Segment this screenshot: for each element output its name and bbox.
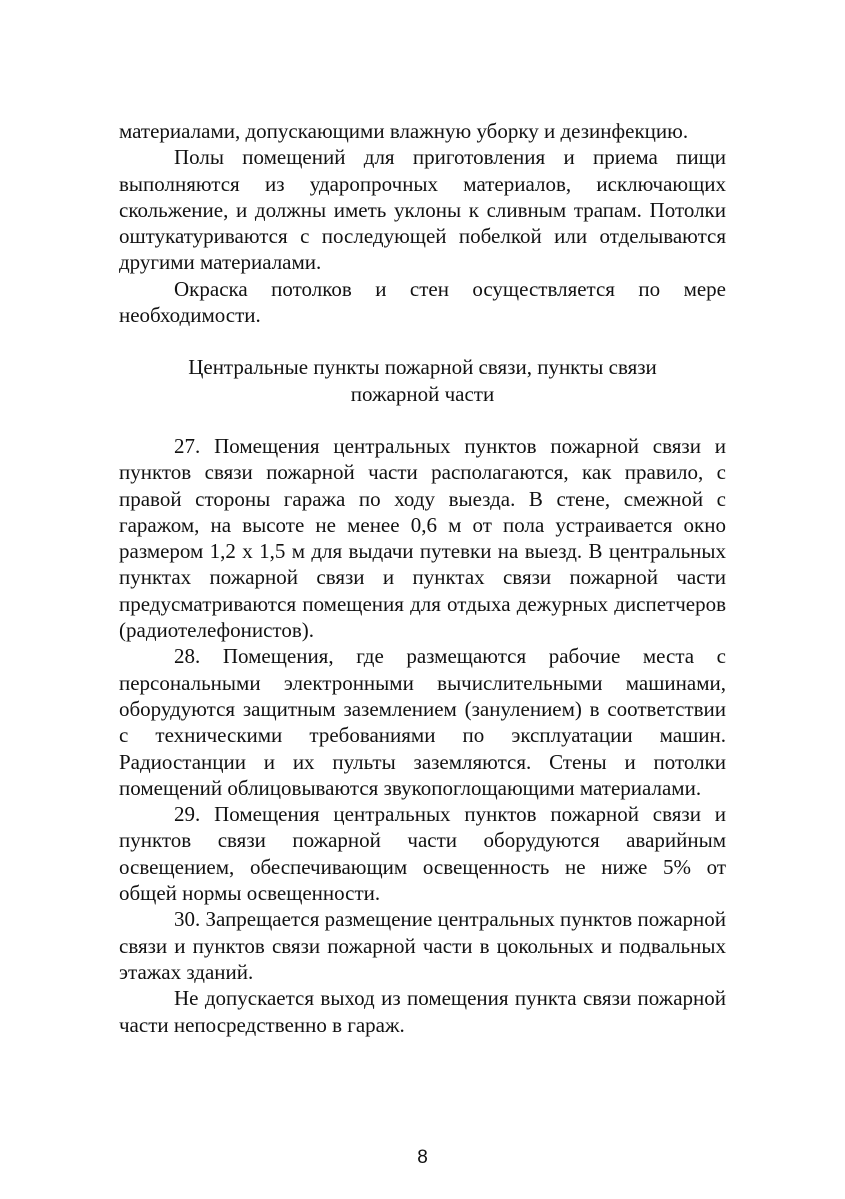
paragraph-painting: Окраска потолков и стен осуществляется по мере необходимости. bbox=[119, 276, 726, 328]
paragraph-item-29: 29. Помещения центральных пунктов пожарной связи и пунктов связи пожарной части оборудуются аварийным освещением, обеспечивающим освещенность не ниже 5% от общей нормы освещенности. bbox=[119, 802, 726, 906]
page-number: 8 bbox=[417, 1147, 428, 1168]
paragraph-continuation: материалами, допускающими влажную уборку и дезинфекцию. bbox=[119, 119, 689, 143]
document-page bbox=[119, 118, 726, 1038]
paragraph-floors: Полы помещений для приготовления и приема пищи выполняются из ударопрочных материалов, исключающих скольжение, и должны иметь уклоны к сливным трапам. Потолки оштукатуриваются с последующей побелкой или отделываются другими материалами. bbox=[119, 145, 726, 275]
section-heading bbox=[119, 328, 726, 433]
paragraph-item-27: 27. Помещения центральных пунктов пожарной связи и пунктов связи пожарной части располагаются, как правило, с правой стороны гаража по ходу выезда. В стене, смежной с гаражом, на высоте не менее 0,6 м от пола устраивается окно размером 1,2 х 1,5 м для выдачи путевки на выезд. В центральных пунктах пожарной связи и пунктах связи пожарной части предусматриваются помещения для отдыха дежурных диспетчеров (радиотелефонистов). bbox=[119, 433, 726, 643]
section-heading-line-1: Центральные пункты пожарной связи, пункты связи bbox=[188, 355, 657, 380]
section-heading-line-2: пожарной части bbox=[350, 381, 495, 406]
paragraph-item-28: 28. Помещения, где размещаются рабочие места с персональными электронными вычислительными машинами, оборудуются защитным заземлением (занулением) в соответствии с техническими требованиями по эксплуатации машин. Радиостанции и их пульты заземляются. Стены и потолки помещений облицовываются звукопоглощающими материалами. bbox=[119, 644, 726, 800]
paragraph-item-30: 30. Запрещается размещение центральных пунктов пожарной связи и пунктов связи пожарной части в цокольных и подвальных этажах зданий. bbox=[119, 907, 726, 984]
paragraph-garage-exit: Не допускается выход из помещения пункта связи пожарной части непосредственно в гараж. bbox=[119, 986, 726, 1037]
